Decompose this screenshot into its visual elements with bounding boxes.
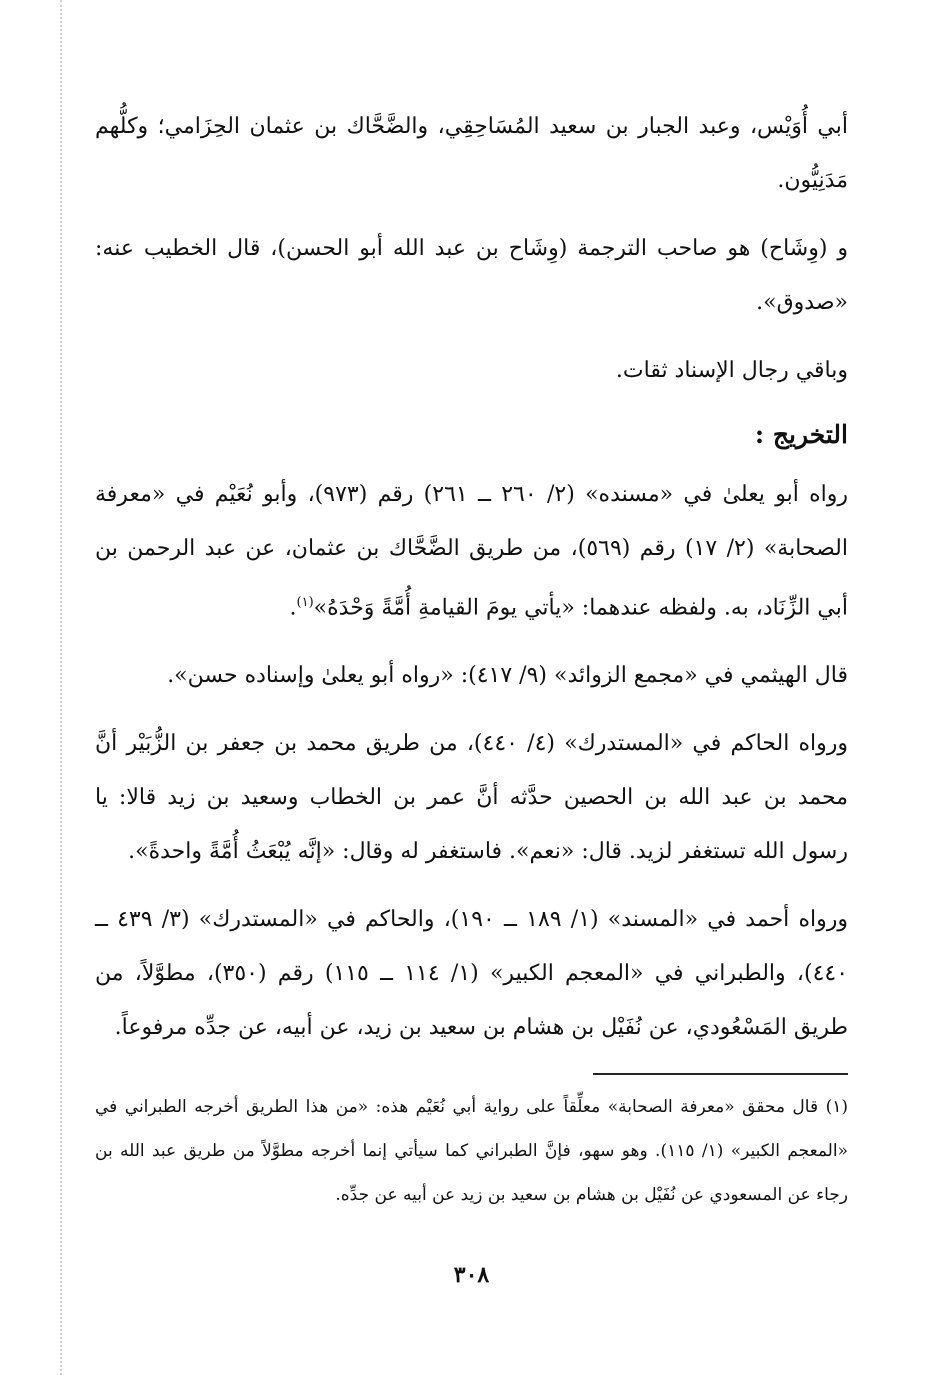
paragraph-haythami: قال الهيثمي في «مجمع الزوائد» (٩/ ٤١٧): «رواه أبو يعلىٰ وإسناده حسن». — [167, 663, 848, 689]
footnote-text: قال محقق «معرفة الصحابة» معلِّقاً على رواية أبي نُعَيْم هذه: «من هذا الطريق أخرجه الطبراني في «المعجم الكبير» (١/ ١١٥). وهو سهو، فإنَّ الطبراني كما سيأتي إنما أخرجه مطوَّلاً من طريق عبد الله بن رجاء عن المسعودي عن نُفَيْل بن هشام بن سعيد بن زيد عن أبيه عن جدِّه. — [95, 1097, 848, 1206]
section-heading-takhrij: التخريج : — [754, 420, 848, 449]
footnote-separator — [593, 1073, 848, 1075]
margin-dotted-line — [60, 0, 62, 1375]
paragraph-abu-yala-text: رواه أبو يعلىٰ في «مسنده» (٢/ ٢٦٠ ــ ٢٦١) رقم (٩٧٣)، وأبو نُعَيْم في «معرفة الصحابة» (٢/ ١٧) رقم (٥٦٩)، من طريق الضَّحَّاك بن عثمان، عن عبد الرحمن بن أبي الزِّنَاد، به. ولفظه عندهما: «يأتي يومَ القيامةِ أُمَّةً وَحْدَهُ» — [95, 482, 848, 621]
footnote — [95, 1085, 848, 1217]
paragraph-hakim: ورواه الحاكم في «المستدرك» (٤/ ٤٤٠)، من طريق محمد بن جعفر بن الزُّبَيْر أنَّ محمد بن عبد الله بن الحصين حدَّثه أنَّ عمر بن الخطاب وسعيد بن زيد قالا: يا رسول الله تستغفر لزيد. قال: «نعم». فاستغفر له وقال: «إنَّه يُبْعَثُ أُمَّةً واحدةً». — [95, 731, 849, 865]
footnote-reference: (١) — [296, 595, 314, 610]
paragraph-abu-yala: رواه أبو يعلىٰ في «مسنده» (٢/ ٢٦٠ ــ ٢٦١) رقم (٩٧٣)، وأبو نُعَيْم في «معرفة الصحابة» (٢/ ١٧) رقم (٥٦٩)، من طريق الضَّحَّاك بن عثمان، عن عبد الرحمن بن أبي الزِّنَاد، به. ولفظه عندهما: «يأتي يومَ القيامةِ أُمَّةً وَحْدَهُ»$^{(١)}$. — [95, 482, 848, 621]
paragraph-narrators: أبي أُوَيْس، وعبد الجبار بن سعيد المُسَاحِقِي، والضَّحَّاك بن عثمان الحِزَامي؛ وكلُّهم مَدَنِيُّون. — [95, 114, 848, 193]
paragraph-ahmad: ورواه أحمد في «المسند» (١/ ١٨٩ ــ ١٩٠)، والحاكم في «المستدرك» (٣/ ٤٣٩ ــ ٤٤٠)، والطبراني في «المعجم الكبير» (١/ ١١٤ ــ ١١٥) رقم (٣٥٠)، مطوَّلاً، من طريق المَسْعُودي، عن نُفَيْل بن هشام بن سعيد بن زيد، عن أبيه، عن جدِّه مرفوعاً. — [95, 907, 849, 1041]
paragraph-remaining-narrators: وباقي رجال الإسناد ثقات. — [615, 358, 848, 383]
paragraph-wishah: و (وِشَاح) هو صاحب الترجمة (وِشَاح بن عبد الله أبو الحسن)، قال الخطيب عنه: «صدوق». — [95, 236, 848, 315]
footnote-marker: (١) — [825, 1097, 849, 1118]
page-body — [95, 100, 848, 1217]
page-number: ٣٠٨ — [453, 1262, 490, 1288]
